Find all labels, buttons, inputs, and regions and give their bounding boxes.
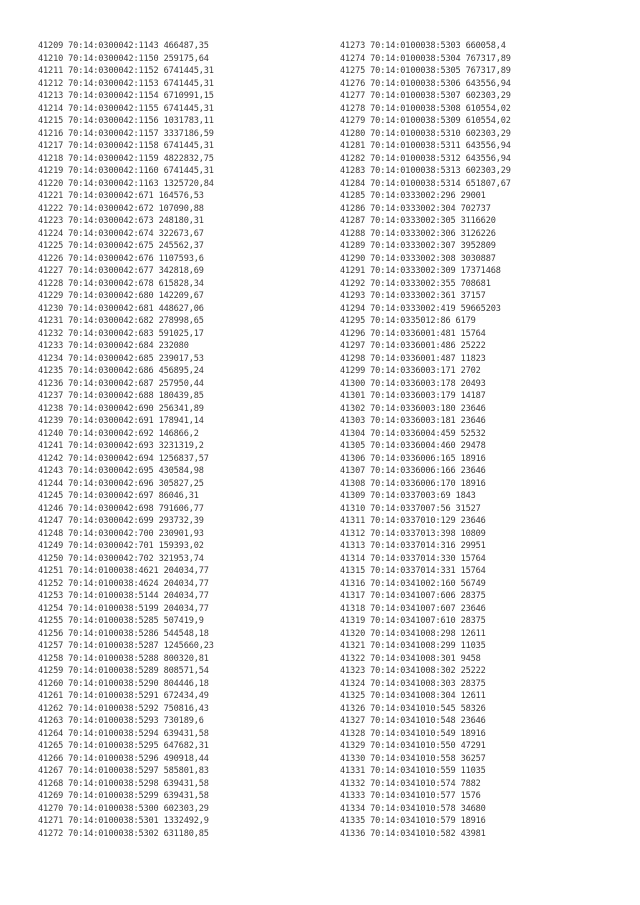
record-line: 41239 70:14:0300042:691 178941,14 (38, 416, 204, 426)
record-line: 41256 70:14:0100038:5286 544548,18 (38, 628, 209, 639)
record-line: 41269 70:14:0100038:5299 639431,58 (38, 791, 209, 801)
record-line: 41227 70:14:0300042:677 342818,69 (38, 266, 204, 276)
record-line: 41261 70:14:0100038:5291 672434,49 (38, 691, 209, 701)
record-line: 41297 70:14:0336001:486 25222 (340, 341, 486, 351)
record-line: 41292 70:14:0333002:355 708681 (340, 278, 491, 289)
record-line: 41326 70:14:0341010:545 58326 (340, 703, 486, 714)
record-line: 41263 70:14:0100038:5293 730189,6 (38, 716, 204, 726)
record-line: 41274 70:14:0100038:5304 767317,89 (340, 53, 511, 64)
record-line: 41309 70:14:0337003:69 1843 (340, 491, 476, 501)
record-line: 41288 70:14:0333002:306 3126226 (340, 228, 496, 239)
record-line: 41283 70:14:0100038:5313 602303,29 (340, 166, 511, 176)
record-line: 41329 70:14:0341010:550 47291 (340, 741, 486, 751)
record-line: 41304 70:14:0336004:459 52532 (340, 428, 486, 439)
record-line: 41225 70:14:0300042:675 245562,37 (38, 241, 204, 251)
record-line: 41233 70:14:0300042:684 232080 (38, 341, 189, 351)
record-line: 41211 70:14:0300042:1152 6741445,31 (38, 66, 214, 76)
record-line: 41262 70:14:0100038:5292 750816,43 (38, 703, 209, 714)
record-line: 41244 70:14:0300042:696 305827,25 (38, 478, 204, 489)
record-line: 41334 70:14:0341010:578 34680 (340, 803, 486, 814)
record-line: 41237 70:14:0300042:688 180439,85 (38, 391, 204, 401)
record-line: 41209 70:14:0300042:1143 466487,35 (38, 41, 209, 51)
record-line: 41272 70:14:0100038:5302 631180,85 (38, 828, 209, 839)
record-line: 41216 70:14:0300042:1157 3337186,59 (38, 128, 214, 139)
record-line: 41311 70:14:0337010:129 23646 (340, 516, 486, 526)
record-line: 41230 70:14:0300042:681 448627,06 (38, 303, 204, 314)
record-line: 41335 70:14:0341010:579 18916 (340, 816, 486, 826)
record-line: 41265 70:14:0100038:5295 647682,31 (38, 741, 209, 751)
record-line: 41215 70:14:0300042:1156 1031783,11 (38, 116, 214, 126)
record-line: 41235 70:14:0300042:686 456895,24 (38, 366, 204, 376)
record-line: 41320 70:14:0341008:298 12611 (340, 628, 486, 639)
record-line: 41226 70:14:0300042:676 1107593,6 (38, 253, 204, 264)
record-line: 41268 70:14:0100038:5298 639431,58 (38, 778, 209, 789)
record-line: 41234 70:14:0300042:685 239017,53 (38, 353, 204, 364)
record-line: 41279 70:14:0100038:5309 610554,02 (340, 116, 511, 126)
record-line: 41242 70:14:0300042:694 1256837,57 (38, 453, 209, 464)
record-line: 41273 70:14:0100038:5303 660058,4 (340, 41, 506, 51)
record-line: 41214 70:14:0300042:1155 6741445,31 (38, 103, 214, 114)
record-line: 41236 70:14:0300042:687 257950,44 (38, 378, 204, 389)
record-line: 41266 70:14:0100038:5296 490918,44 (38, 753, 209, 764)
record-line: 41264 70:14:0100038:5294 639431,58 (38, 728, 209, 739)
record-line: 41251 70:14:0100038:4621 204034,77 (38, 566, 209, 576)
record-line: 41317 70:14:0341007:606 28375 (340, 591, 486, 601)
record-line: 41217 70:14:0300042:1158 6741445,31 (38, 141, 214, 151)
record-line: 41291 70:14:0333002:309 17371468 (340, 266, 501, 276)
record-line: 41221 70:14:0300042:671 164576,53 (38, 191, 204, 201)
record-line: 41278 70:14:0100038:5308 610554,02 (340, 103, 511, 114)
record-line: 41276 70:14:0100038:5306 643556,94 (340, 78, 511, 89)
record-line: 41318 70:14:0341007:607 23646 (340, 603, 486, 614)
record-line: 41212 70:14:0300042:1153 6741445,31 (38, 78, 214, 89)
record-line: 41310 70:14:0337007:56 31527 (340, 503, 481, 514)
record-line: 41322 70:14:0341008:301 9458 (340, 653, 481, 664)
record-line: 41224 70:14:0300042:674 322673,67 (38, 228, 204, 239)
record-line: 41245 70:14:0300042:697 86046,31 (38, 491, 199, 501)
record-line: 41295 70:14:0335012:86 6179 (340, 316, 476, 326)
record-line: 41218 70:14:0300042:1159 4822832,75 (38, 153, 214, 164)
record-line: 41271 70:14:0100038:5301 1332492,9 (38, 816, 209, 826)
record-line: 41299 70:14:0336003:171 2702 (340, 366, 481, 376)
record-line: 41306 70:14:0336006:165 18916 (340, 453, 486, 464)
record-line: 41330 70:14:0341010:558 36257 (340, 753, 486, 764)
record-line: 41257 70:14:0100038:5287 1245660,23 (38, 641, 214, 651)
record-line: 41293 70:14:0333002:361 37157 (340, 291, 486, 301)
record-line: 41267 70:14:0100038:5297 585801,83 (38, 766, 209, 776)
record-line: 41281 70:14:0100038:5311 643556,94 (340, 141, 511, 151)
record-line: 41286 70:14:0333002:304 702737 (340, 203, 491, 214)
record-line: 41247 70:14:0300042:699 293732,39 (38, 516, 204, 526)
record-line: 41223 70:14:0300042:673 248180,31 (38, 216, 204, 226)
record-line: 41296 70:14:0336001:481 15764 (340, 328, 486, 339)
record-line: 41277 70:14:0100038:5307 602303,29 (340, 91, 511, 101)
record-line: 41248 70:14:0300042:700 230901,93 (38, 528, 204, 539)
left-column (38, 40, 330, 840)
record-line: 41258 70:14:0100038:5288 800320,81 (38, 653, 209, 664)
record-line: 41316 70:14:0341002:160 56749 (340, 578, 486, 589)
record-line: 41324 70:14:0341008:303 28375 (340, 678, 486, 689)
record-line: 41213 70:14:0300042:1154 6710991,15 (38, 91, 214, 101)
record-line: 41331 70:14:0341010:559 11035 (340, 766, 486, 776)
record-line: 41259 70:14:0100038:5289 808571,54 (38, 666, 209, 676)
record-line: 41252 70:14:0100038:4624 204034,77 (38, 578, 209, 589)
record-line: 41298 70:14:0336001:487 11823 (340, 353, 486, 364)
record-line: 41302 70:14:0336003:180 23646 (340, 403, 486, 414)
record-line: 41219 70:14:0300042:1160 6741445,31 (38, 166, 214, 176)
record-line: 41253 70:14:0100038:5144 204034,77 (38, 591, 209, 601)
record-line: 41270 70:14:0100038:5300 602303,29 (38, 803, 209, 814)
record-line: 41250 70:14:0300042:702 321953,74 (38, 553, 204, 564)
record-line: 41319 70:14:0341007:610 28375 (340, 616, 486, 626)
record-line: 41287 70:14:0333002:305 3116620 (340, 216, 496, 226)
record-line: 41314 70:14:0337014:330 15764 (340, 553, 486, 564)
record-line: 41240 70:14:0300042:692 146866,2 (38, 428, 199, 439)
record-line: 41232 70:14:0300042:683 591025,17 (38, 328, 204, 339)
record-line: 41307 70:14:0336006:166 23646 (340, 466, 486, 476)
record-line: 41246 70:14:0300042:698 791606,77 (38, 503, 204, 514)
record-line: 41254 70:14:0100038:5199 204034,77 (38, 603, 209, 614)
record-line: 41249 70:14:0300042:701 159393,02 (38, 541, 204, 551)
record-line: 41303 70:14:0336003:181 23646 (340, 416, 486, 426)
record-line: 41290 70:14:0333002:308 3030887 (340, 253, 496, 264)
record-line: 41222 70:14:0300042:672 107090,88 (38, 203, 204, 214)
record-line: 41231 70:14:0300042:682 278998,65 (38, 316, 204, 326)
record-line: 41210 70:14:0300042:1150 259175,64 (38, 53, 209, 64)
record-line: 41282 70:14:0100038:5312 643556,94 (340, 153, 511, 164)
record-line: 41241 70:14:0300042:693 3231319,2 (38, 441, 204, 451)
record-line: 41321 70:14:0341008:299 11035 (340, 641, 486, 651)
record-line: 41289 70:14:0333002:307 3952809 (340, 241, 496, 251)
right-column (340, 40, 632, 840)
record-line: 41255 70:14:0100038:5285 507419,9 (38, 616, 204, 626)
record-line: 41305 70:14:0336004:460 29478 (340, 441, 486, 451)
record-line: 41238 70:14:0300042:690 256341,89 (38, 403, 204, 414)
record-line: 41313 70:14:0337014:316 29951 (340, 541, 486, 551)
record-line: 41228 70:14:0300042:678 615828,34 (38, 278, 204, 289)
record-line: 41285 70:14:0333002:296 29001 (340, 191, 486, 201)
record-line: 41301 70:14:0336003:179 14187 (340, 391, 486, 401)
record-line: 41284 70:14:0100038:5314 651807,67 (340, 178, 511, 189)
record-line: 41229 70:14:0300042:680 142209,67 (38, 291, 204, 301)
record-line: 41260 70:14:0100038:5290 804446,18 (38, 678, 209, 689)
record-line: 41328 70:14:0341010:549 18916 (340, 728, 486, 739)
record-line: 41336 70:14:0341010:582 43981 (340, 828, 486, 839)
record-line: 41325 70:14:0341008:304 12611 (340, 691, 486, 701)
record-line: 41312 70:14:0337013:398 10809 (340, 528, 486, 539)
record-line: 41220 70:14:0300042:1163 1325720,84 (38, 178, 214, 189)
record-line: 41280 70:14:0100038:5310 602303,29 (340, 128, 511, 139)
record-line: 41308 70:14:0336006:170 18916 (340, 478, 486, 489)
record-line: 41327 70:14:0341010:548 23646 (340, 716, 486, 726)
record-line: 41275 70:14:0100038:5305 767317,89 (340, 66, 511, 76)
record-line: 41332 70:14:0341010:574 7882 (340, 778, 481, 789)
record-line: 41294 70:14:0333002:419 59665203 (340, 303, 501, 314)
record-line: 41315 70:14:0337014:331 15764 (340, 566, 486, 576)
record-line: 41300 70:14:0336003:178 20493 (340, 378, 486, 389)
record-line: 41333 70:14:0341010:577 1576 (340, 791, 481, 801)
record-line: 41243 70:14:0300042:695 430584,98 (38, 466, 204, 476)
record-line: 41323 70:14:0341008:302 25222 (340, 666, 486, 676)
